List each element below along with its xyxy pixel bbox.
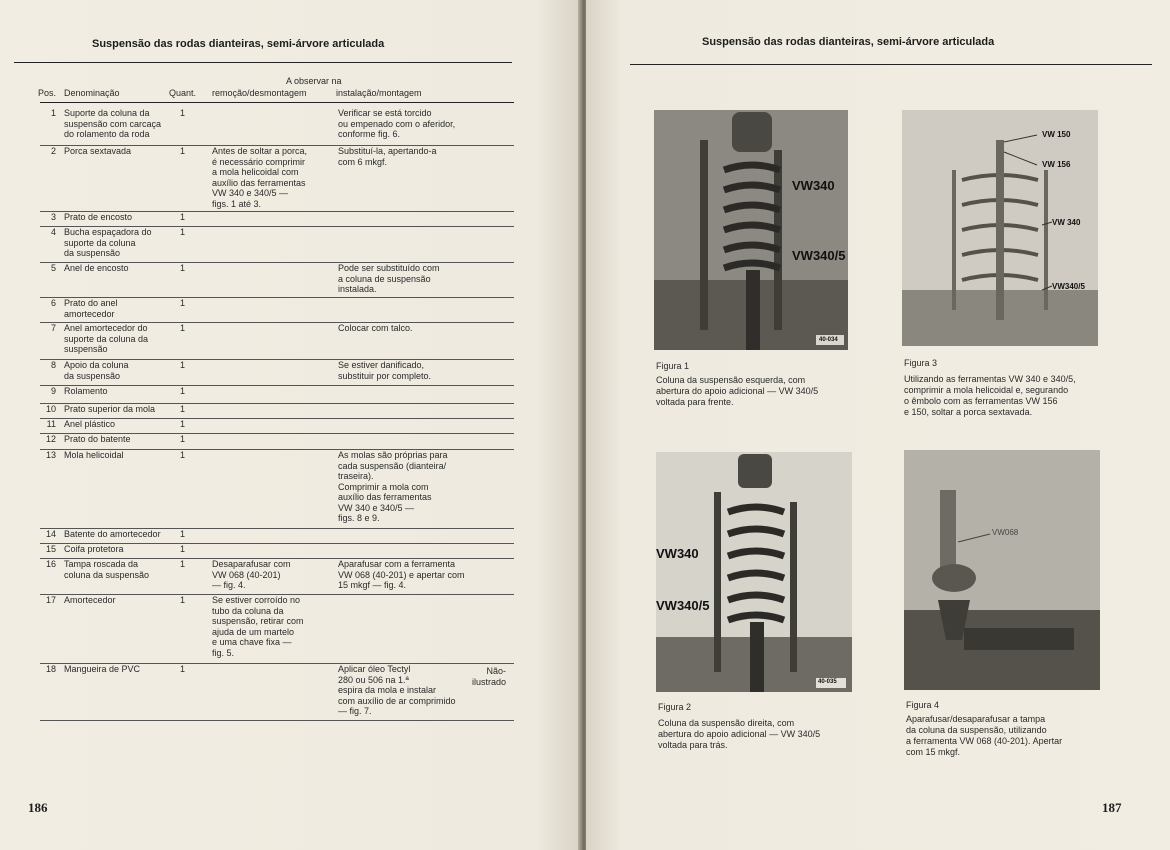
row-9-name: Rolamento [64,386,108,396]
row-10-name: Prato superior da mola [64,404,156,414]
row-8-qty: 1 [180,360,186,370]
row-5-pos: 5 [50,263,56,273]
row-2-name: Porca sextavada [64,146,132,156]
row-6-qty: 1 [180,298,186,308]
row-11-name: Anel plástico [64,419,116,429]
figure-1-label: Figura 1 [656,361,690,371]
row-2-removal: Antes de soltar a porca, é necessário comprimir a mola helicoidal com auxílio das ferramentas VW 340 e 340/5 — figs. 1 até 3. [212,146,308,209]
figure-4-label: Figura 4 [906,700,940,710]
row-7-name: Anel amortecedor do suporte da coluna da suspensão [64,323,149,354]
figure-2-photo [656,452,852,692]
row-15-pos: 15 [45,544,56,554]
figure-2-label: Figura 2 [658,702,692,712]
row-6-pos: 6 [50,298,56,308]
left-page [0,0,582,850]
figure-4-caption: Aparafusar/desaparafusar a tampa da coluna da suspensão, utilizando a ferramenta VW 068 (40-201). Apertar com 15 mkgf. [906,714,1063,757]
row-2-qty: 1 [180,146,186,156]
row-17-name: Amortecedor [64,595,116,605]
header-observe: A observar na [286,76,342,86]
row-9-pos: 9 [50,386,56,396]
figure-1-photo [654,110,848,350]
row-13-name: Mola helicoidal [64,450,124,460]
right-title-rule [630,64,1152,65]
row-16-install: Aparafusar com a ferramenta VW 068 (40-201) e apertar com 15 mkgf — fig. 4. [338,559,465,590]
row-6-name: Prato do anel amortecedor [64,298,118,319]
row-15-name: Coifa protetora [64,544,124,554]
row-18-name: Mangueira de PVC [64,664,141,674]
fig1-tool-label-1: VW340 [792,178,835,193]
row-17-removal: Se estiver corroído no tubo da coluna da suspensão, retirar com ajuda de um martelo e uma chave fixa — fig. 5. [212,595,304,658]
row-12-name: Prato do batente [64,434,131,444]
fig3-tool-label-2: VW 156 [1042,160,1071,169]
row-1-name: Suporte da coluna da suspensão com carcaça do rolamento da roda [64,108,162,139]
row-18-qty: 1 [180,664,186,674]
row-7-install: Colocar com talco. [338,323,413,333]
title-rule [14,62,512,63]
figure-1-caption: Coluna da suspensão esquerda, com abertura do apoio adicional — VW 340/5 voltada para frente. [656,375,819,407]
row-4-qty: 1 [180,227,186,237]
row-2-pos: 2 [50,146,56,156]
row-9-qty: 1 [180,386,186,396]
fig4-tool-label: VW068 [992,528,1019,537]
row-15-qty: 1 [180,544,186,554]
right-page-title: Suspensão das rodas dianteiras, semi-árvore articulada [702,36,995,48]
row-7-qty: 1 [180,323,186,333]
row-14-qty: 1 [180,529,186,539]
row-1-qty: 1 [180,108,186,118]
row-13-install: As molas são próprias para cada suspensão (dianteira/ traseira). Comprimir a mola com auxílio das ferramentas VW 340 e 340/5 — figs. 8 e 9. [338,450,448,523]
fig3-tool-label-1: VW 150 [1042,130,1071,139]
row-18-install: Aplicar óleo Tectyl 280 ou 506 na 1.ª espira da mola e instalar com auxílio de ar comprimido — fig. 7. [338,664,456,716]
row-17-pos: 17 [45,595,56,605]
header-name: Denominação [64,88,120,98]
row-14-name: Batente do amortecedor [64,529,161,539]
fig2-tool-label-2: VW340/5 [656,598,710,613]
row-12-pos: 12 [45,434,56,444]
row-3-qty: 1 [180,212,186,222]
header-install: instalação/montagem [336,88,422,98]
row-14-pos: 14 [45,529,56,539]
row-8-install: Se estiver danificado, substituir por completo. [338,360,432,381]
row-16-pos: 16 [45,559,56,569]
header-qty: Quant. [169,88,197,98]
fig2-code: 40-035 [818,679,837,685]
row-3-pos: 3 [50,212,56,222]
header-removal: remoção/desmontagem [212,88,307,98]
fig3-tool-label-4: VW340/5 [1052,282,1085,291]
row-5-install: Pode ser substituído com a coluna de suspensão instalada. [338,263,440,294]
row-1-install: Verificar se está torcido ou empenado com o aferidor, conforme fig. 6. [338,108,456,139]
not-illustrated-note: Não- ilustrado [472,666,507,687]
row-2-install: Substituí-la, apertando-a com 6 mkgf. [338,146,437,167]
row-5-qty: 1 [180,263,186,273]
row-5-name: Anel de encosto [64,263,129,273]
header-pos: Pos. [38,88,57,98]
fig3-tool-label-3: VW 340 [1052,218,1081,227]
row-10-qty: 1 [180,404,186,414]
left-page-number: 186 [28,800,48,815]
row-16-removal: Desaparafusar com VW 068 (40-201) — fig. 4. [212,559,291,590]
fig1-code: 40-034 [819,337,838,343]
figure-3-caption: Utilizando as ferramentas VW 340 e 340/5, comprimir a mola helicoidal e, segurando o êmbolo com as ferramentas VW 156 e 150, soltar a porca sextavada. [904,374,1076,417]
row-7-pos: 7 [50,323,56,333]
row-1-pos: 1 [50,108,56,118]
row-10-pos: 10 [45,404,56,414]
row-11-qty: 1 [180,419,186,429]
figure-4-photo [904,450,1100,690]
row-18-pos: 18 [45,664,56,674]
figure-3-photo [902,110,1098,346]
fig2-tool-label-1: VW340 [656,546,699,561]
row-16-qty: 1 [180,559,186,569]
row-8-pos: 8 [50,360,56,370]
row-17-qty: 1 [180,595,186,605]
left-page-title: Suspensão das rodas dianteiras, semi-árvore articulada [92,38,385,50]
row-13-pos: 13 [45,450,56,460]
fig1-tool-label-2: VW340/5 [792,248,846,263]
row-4-name: Bucha espaçadora do suporte da coluna da suspensão [64,227,152,258]
row-12-qty: 1 [180,434,186,444]
right-page [586,0,1170,850]
row-11-pos: 11 [46,419,56,429]
row-4-pos: 4 [50,227,56,237]
row-8-name: Apoio da coluna da suspensão [64,360,129,381]
row-13-qty: 1 [180,450,186,460]
row-16-name: Tampa roscada da coluna da suspensão [64,559,150,580]
header-rule [40,102,514,103]
row-3-name: Prato de encosto [64,212,133,222]
figure-2-caption: Coluna da suspensão direita, com abertura do apoio adicional — VW 340/5 voltada para trás. [658,718,821,750]
row-divider [40,720,514,721]
right-page-number: 187 [1102,800,1122,815]
figure-3-label: Figura 3 [904,358,938,368]
